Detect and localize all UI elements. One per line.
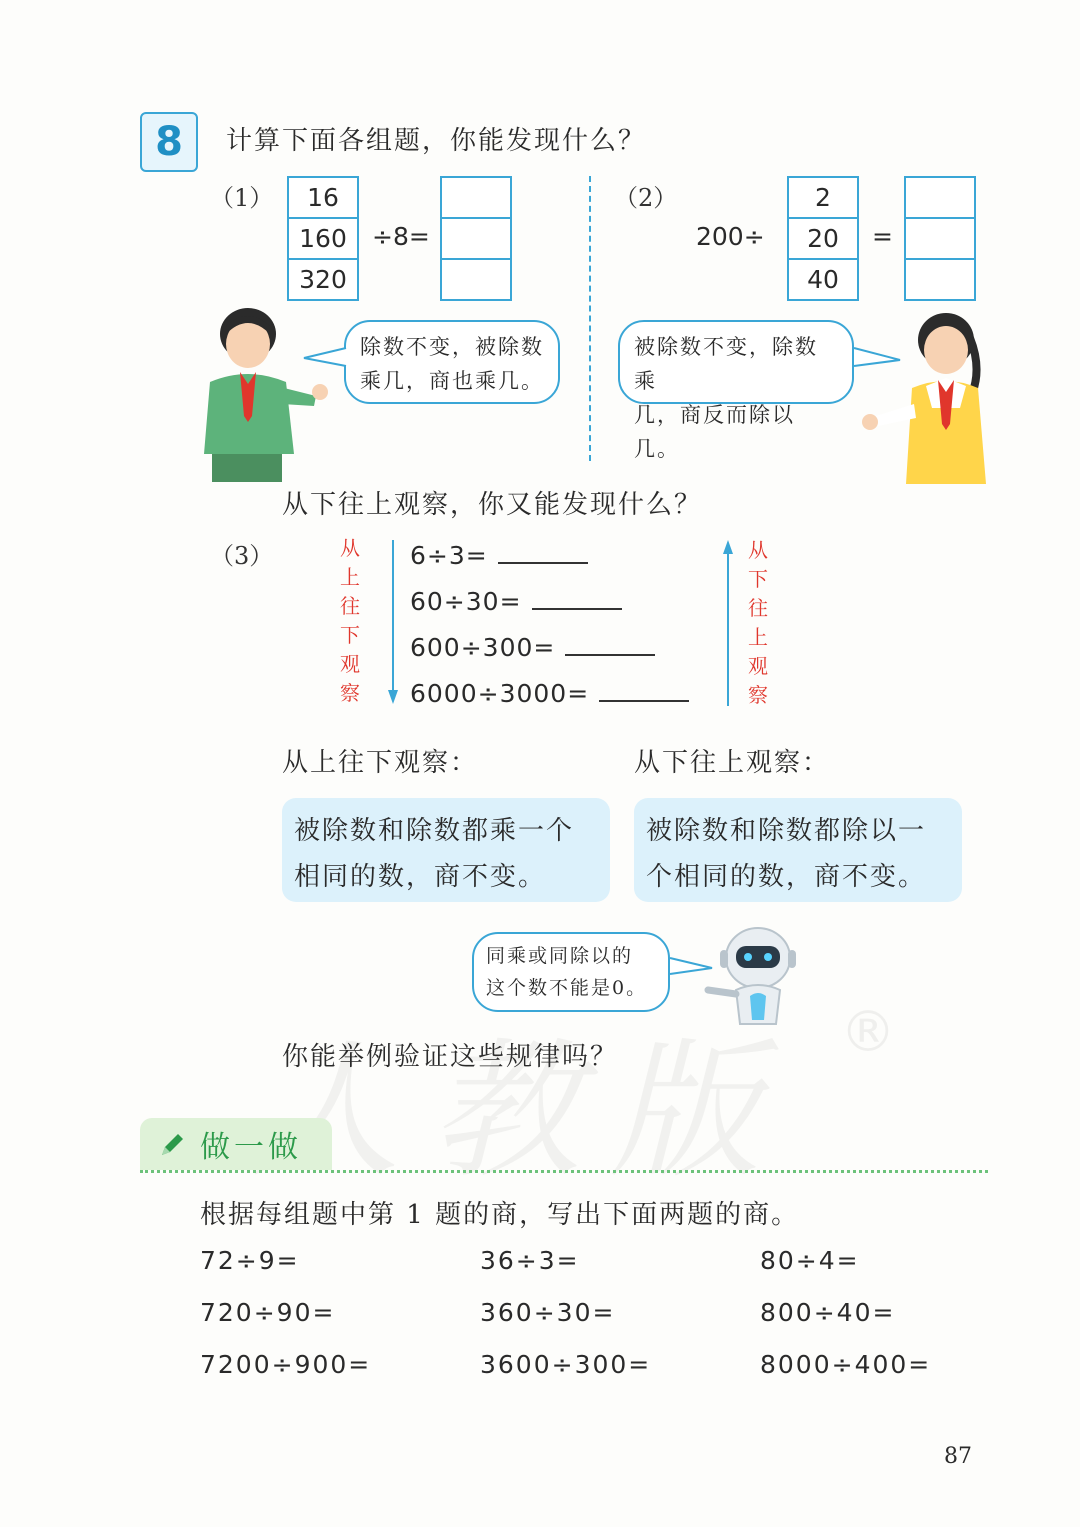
answer-blank[interactable] xyxy=(565,632,655,656)
equation-text: 6÷3= xyxy=(410,541,488,570)
top-down-conclusion: 被除数和除数都乘一个相同的数，商不变。 xyxy=(282,798,610,902)
part1-dividend: 16 xyxy=(289,178,357,219)
part1-dividend-box xyxy=(287,176,359,301)
bubble-line: 同乘或同除以的 xyxy=(486,945,634,967)
bubble-line: 这个数不能是0。 xyxy=(486,977,648,999)
exercise: 36÷3= xyxy=(480,1246,580,1275)
girl-speech-bubble xyxy=(618,320,854,461)
equation-text: 6000÷3000= xyxy=(410,679,590,708)
equation-text: 60÷30= xyxy=(410,587,522,616)
part1-label: （1） xyxy=(210,184,274,212)
part2-equals: = xyxy=(872,222,893,251)
exercise: 80÷4= xyxy=(760,1246,860,1275)
practice-tab-label: 做一做 xyxy=(200,1130,302,1165)
divider-dashed xyxy=(589,176,591,461)
problem-number: 8 xyxy=(155,119,183,165)
robot-illustration xyxy=(702,920,802,1028)
answer-blank[interactable] xyxy=(442,260,510,299)
bottom-up-label: 从下往上观察： xyxy=(634,748,831,778)
equation-row xyxy=(410,678,689,708)
answer-blank[interactable] xyxy=(498,540,588,564)
part1-dividend: 160 xyxy=(289,219,357,260)
part1-operator: ÷8= xyxy=(372,222,430,251)
verify-question: 你能举例验证这些规律吗？ xyxy=(282,1042,619,1072)
part2-dividend: 200÷ xyxy=(696,222,765,251)
up-arrow xyxy=(721,540,735,706)
equation-row xyxy=(410,586,622,616)
bottom-up-conclusion: 被除数和除数都除以一个相同的数，商不变。 xyxy=(634,798,962,902)
answer-blank[interactable] xyxy=(442,219,510,260)
problem-number-badge xyxy=(140,112,198,172)
boy-speech-bubble xyxy=(344,320,560,404)
part2-label: （2） xyxy=(614,184,678,212)
equation-row xyxy=(410,540,588,570)
bottom-up-question: 从下往上观察，你又能发现什么？ xyxy=(282,490,703,520)
practice-divider xyxy=(140,1170,988,1173)
exercise: 72÷9= xyxy=(200,1246,300,1275)
girl-illustration xyxy=(852,308,988,490)
practice-instruction: 根据每组题中第 1 题的商，写出下面两题的商。 xyxy=(200,1200,800,1230)
page-number: 87 xyxy=(944,1444,972,1469)
part1-answer-box xyxy=(440,176,512,301)
bottom-up-vertical-label: 从下往上观察 xyxy=(748,538,768,707)
bubble-line: 乘几，商也乘几。 xyxy=(360,369,544,393)
part2-divisor: 2 xyxy=(789,178,857,219)
top-down-label: 从上往下观察： xyxy=(282,748,479,778)
exercise: 3600÷300= xyxy=(480,1350,652,1379)
exercise: 8000÷400= xyxy=(760,1350,932,1379)
boy-illustration xyxy=(196,304,336,486)
part2-answer-box xyxy=(904,176,976,301)
bubble-line: 除数不变，被除数 xyxy=(360,335,544,359)
part2-divisor: 40 xyxy=(807,265,839,294)
answer-blank[interactable] xyxy=(906,178,974,219)
down-arrow xyxy=(386,540,400,706)
equation-text: 600÷300= xyxy=(410,633,556,662)
problem-title: 计算下面各组题，你能发现什么？ xyxy=(226,126,647,156)
answer-blank[interactable] xyxy=(906,219,974,260)
exercise: 800÷40= xyxy=(760,1298,896,1327)
boy-bubble-tail xyxy=(302,346,348,370)
answer-blank[interactable] xyxy=(442,178,510,219)
answer-blank[interactable] xyxy=(906,260,974,299)
exercise: 360÷30= xyxy=(480,1298,616,1327)
bubble-line: 几，商反而除以几。 xyxy=(634,403,795,461)
bubble-line: 被除数不变，除数乘 xyxy=(634,335,818,393)
registered-mark: ® xyxy=(840,1000,896,1065)
exercise: 720÷90= xyxy=(200,1298,336,1327)
part3-label: （3） xyxy=(210,542,274,570)
part2-divisor-box xyxy=(787,176,859,301)
part2-divisor: 20 xyxy=(789,219,857,260)
answer-blank[interactable] xyxy=(532,586,622,610)
part1-dividend: 320 xyxy=(299,265,347,294)
exercise: 7200÷900= xyxy=(200,1350,372,1379)
pencil-icon xyxy=(158,1129,188,1159)
top-down-vertical-label: 从上往下观察 xyxy=(340,536,360,705)
equation-row xyxy=(410,632,655,662)
practice-tab xyxy=(140,1118,332,1170)
robot-speech-bubble xyxy=(472,932,670,1012)
answer-blank[interactable] xyxy=(599,678,689,702)
